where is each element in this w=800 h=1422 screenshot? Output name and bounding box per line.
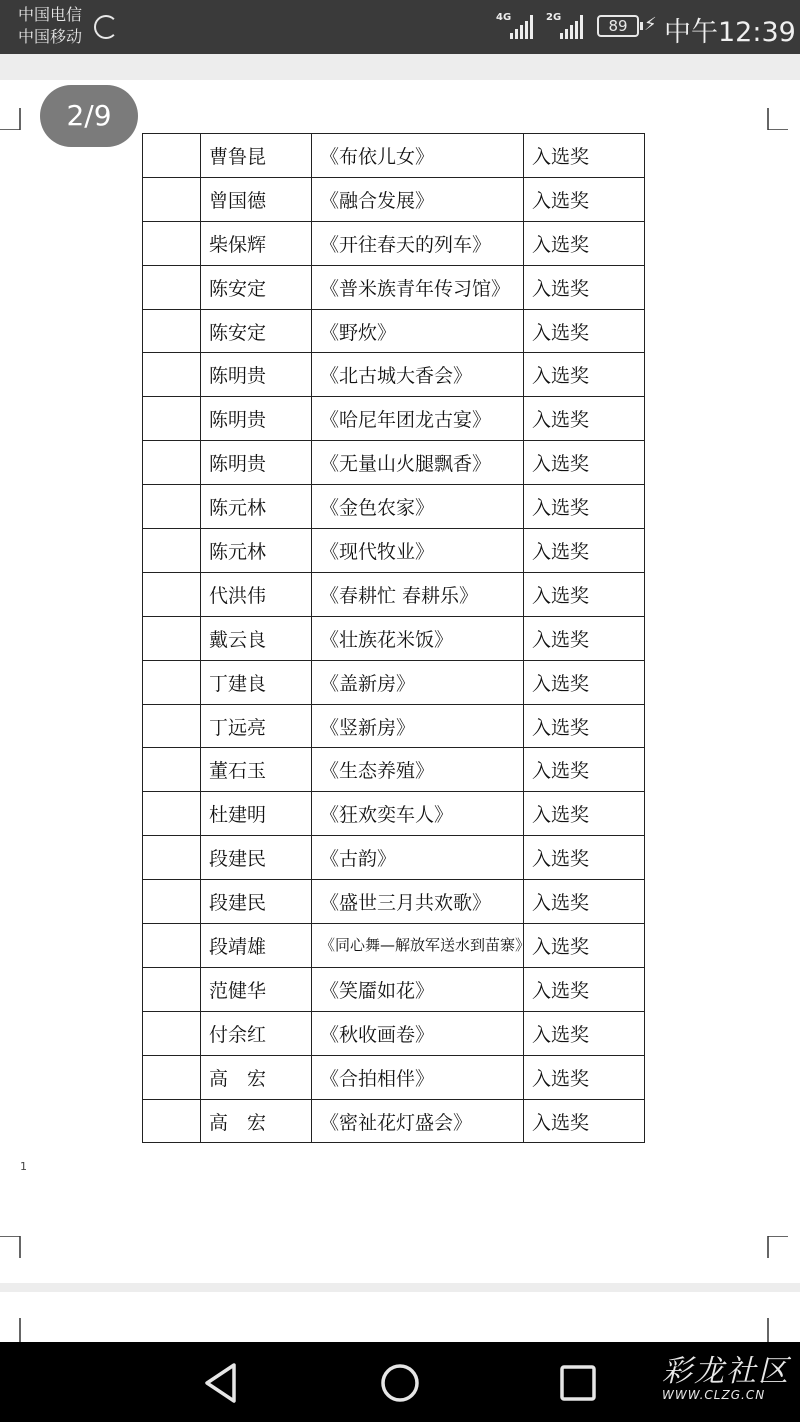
- author-cell: 丁远亮: [201, 704, 312, 748]
- table-row: [143, 485, 645, 529]
- award-cell: 入选奖: [524, 353, 645, 397]
- crop-mark-icon: [766, 1236, 788, 1258]
- index-cell: [143, 221, 201, 265]
- author-cell: 陈明贵: [201, 353, 312, 397]
- work-title-cell: 《生态养殖》: [312, 748, 524, 792]
- work-title-cell: 《合拍相伴》: [312, 1055, 524, 1099]
- index-cell: [143, 792, 201, 836]
- page-gap: [0, 54, 800, 80]
- work-title-cell: 《同心舞—解放军送水到苗寨》: [312, 924, 524, 968]
- index-cell: [143, 924, 201, 968]
- work-title-cell: 《竖新房》: [312, 704, 524, 748]
- award-cell: 入选奖: [524, 221, 645, 265]
- table-row: [143, 134, 645, 178]
- carrier-2: 中国移动: [18, 27, 83, 46]
- index-cell: [143, 748, 201, 792]
- index-cell: [143, 660, 201, 704]
- work-title-cell: 《布依儿女》: [312, 134, 524, 178]
- table-row: [143, 221, 645, 265]
- index-cell: [143, 353, 201, 397]
- award-cell: 入选奖: [524, 660, 645, 704]
- award-cell: 入选奖: [524, 924, 645, 968]
- work-title-cell: 《笑靥如花》: [312, 967, 524, 1011]
- author-cell: 陈安定: [201, 309, 312, 353]
- author-cell: 陈元林: [201, 529, 312, 573]
- work-title-cell: 《狂欢奕车人》: [312, 792, 524, 836]
- award-cell: 入选奖: [524, 177, 645, 221]
- sync-spinner-icon: [94, 15, 118, 39]
- work-title-cell: 《无量山火腿飘香》: [312, 441, 524, 485]
- index-cell: [143, 704, 201, 748]
- page-indicator: 2/9: [40, 85, 138, 147]
- crop-mark-icon: [762, 1318, 774, 1342]
- award-cell: 入选奖: [524, 134, 645, 178]
- index-cell: [143, 134, 201, 178]
- table-row: [143, 177, 645, 221]
- table-row: [143, 660, 645, 704]
- author-cell: 陈明贵: [201, 397, 312, 441]
- author-cell: 曹鲁昆: [201, 134, 312, 178]
- author-cell: 陈安定: [201, 265, 312, 309]
- author-cell: 丁建良: [201, 660, 312, 704]
- back-triangle-icon[interactable]: [198, 1360, 244, 1406]
- page-number: 1: [20, 1160, 27, 1173]
- crop-mark-icon: [766, 108, 788, 130]
- index-cell: [143, 529, 201, 573]
- author-cell: 段靖雄: [201, 924, 312, 968]
- table-row: [143, 792, 645, 836]
- table-row: [143, 967, 645, 1011]
- index-cell: [143, 397, 201, 441]
- award-cell: 入选奖: [524, 485, 645, 529]
- watermark-title: 彩龙社区: [662, 1354, 790, 1389]
- work-title-cell: 《春耕忙 春耕乐》: [312, 572, 524, 616]
- award-cell: 入选奖: [524, 529, 645, 573]
- work-title-cell: 《开往春天的列车》: [312, 221, 524, 265]
- index-cell: [143, 309, 201, 353]
- author-cell: 戴云良: [201, 616, 312, 660]
- award-cell: 入选奖: [524, 880, 645, 924]
- author-cell: 陈元林: [201, 485, 312, 529]
- table-row: [143, 1011, 645, 1055]
- author-cell: 范健华: [201, 967, 312, 1011]
- author-cell: 董石玉: [201, 748, 312, 792]
- table-row: [143, 397, 645, 441]
- work-title-cell: 《哈尼年团龙古宴》: [312, 397, 524, 441]
- recents-square-icon[interactable]: [555, 1360, 601, 1406]
- index-cell: [143, 1055, 201, 1099]
- table-row: [143, 441, 645, 485]
- index-cell: [143, 616, 201, 660]
- carrier-1: 中国电信: [18, 5, 83, 24]
- table-row: [143, 880, 645, 924]
- author-cell: 代洪伟: [201, 572, 312, 616]
- table-row: [143, 748, 645, 792]
- award-cell: 入选奖: [524, 265, 645, 309]
- watermark-url: WWW.CLZG.CN: [662, 1388, 766, 1402]
- work-title-cell: 《融合发展》: [312, 177, 524, 221]
- table-row: [143, 529, 645, 573]
- award-cell: 入选奖: [524, 1011, 645, 1055]
- author-cell: 柴保辉: [201, 221, 312, 265]
- index-cell: [143, 265, 201, 309]
- author-cell: 段建民: [201, 836, 312, 880]
- crop-mark-icon: [0, 108, 22, 130]
- author-cell: 陈明贵: [201, 441, 312, 485]
- table-row: [143, 353, 645, 397]
- award-cell: 入选奖: [524, 616, 645, 660]
- sim2-signal-icon: [546, 13, 586, 39]
- table-row: [143, 836, 645, 880]
- battery-icon: [597, 15, 639, 37]
- table-row: [143, 924, 645, 968]
- work-title-cell: 《北古城大香会》: [312, 353, 524, 397]
- work-title-cell: 《金色农家》: [312, 485, 524, 529]
- award-cell: 入选奖: [524, 1099, 645, 1143]
- work-title-cell: 《盖新房》: [312, 660, 524, 704]
- carrier-info: [18, 4, 82, 48]
- watermark-logo: [662, 1346, 790, 1402]
- author-cell: 高 宏: [201, 1099, 312, 1143]
- work-title-cell: 《盛世三月共欢歌》: [312, 880, 524, 924]
- award-cell: 入选奖: [524, 836, 645, 880]
- table-row: [143, 1099, 645, 1143]
- clock: 中午12:39: [664, 17, 796, 48]
- home-circle-icon[interactable]: [377, 1360, 423, 1406]
- navigation-bar: [0, 1342, 800, 1422]
- crop-mark-icon: [14, 1318, 26, 1342]
- index-cell: [143, 572, 201, 616]
- index-cell: [143, 967, 201, 1011]
- sim1-signal-icon: [496, 13, 536, 39]
- table-row: [143, 572, 645, 616]
- author-cell: 段建民: [201, 880, 312, 924]
- table-row: [143, 704, 645, 748]
- index-cell: [143, 485, 201, 529]
- battery-level: 89: [608, 17, 628, 35]
- award-cell: 入选奖: [524, 704, 645, 748]
- table-row: [143, 616, 645, 660]
- work-title-cell: 《古韵》: [312, 836, 524, 880]
- work-title-cell: 《现代牧业》: [312, 529, 524, 573]
- award-cell: 入选奖: [524, 572, 645, 616]
- award-cell: 入选奖: [524, 1055, 645, 1099]
- author-cell: 高 宏: [201, 1055, 312, 1099]
- author-cell: 杜建明: [201, 792, 312, 836]
- table-row: [143, 309, 645, 353]
- sim2-network-label: 2G: [546, 12, 562, 23]
- award-cell: 入选奖: [524, 967, 645, 1011]
- charging-icon: ⚡: [644, 14, 657, 35]
- award-cell: 入选奖: [524, 397, 645, 441]
- table-row: [143, 1055, 645, 1099]
- crop-mark-icon: [0, 1236, 22, 1258]
- status-bar: [0, 0, 800, 54]
- awards-table: [142, 133, 645, 1143]
- author-cell: 付余红: [201, 1011, 312, 1055]
- author-cell: 曾国德: [201, 177, 312, 221]
- index-cell: [143, 880, 201, 924]
- index-cell: [143, 441, 201, 485]
- next-page[interactable]: [0, 1292, 800, 1342]
- sim1-network-label: 4G: [496, 12, 512, 23]
- award-cell: 入选奖: [524, 748, 645, 792]
- award-cell: 入选奖: [524, 441, 645, 485]
- award-cell: 入选奖: [524, 309, 645, 353]
- index-cell: [143, 836, 201, 880]
- work-title-cell: 《秋收画卷》: [312, 1011, 524, 1055]
- index-cell: [143, 1011, 201, 1055]
- table-row: [143, 265, 645, 309]
- award-cell: 入选奖: [524, 792, 645, 836]
- work-title-cell: 《壮族花米饭》: [312, 616, 524, 660]
- work-title-cell: 《普米族青年传习馆》: [312, 265, 524, 309]
- index-cell: [143, 1099, 201, 1143]
- index-cell: [143, 177, 201, 221]
- work-title-cell: 《野炊》: [312, 309, 524, 353]
- work-title-cell: 《密祉花灯盛会》: [312, 1099, 524, 1143]
